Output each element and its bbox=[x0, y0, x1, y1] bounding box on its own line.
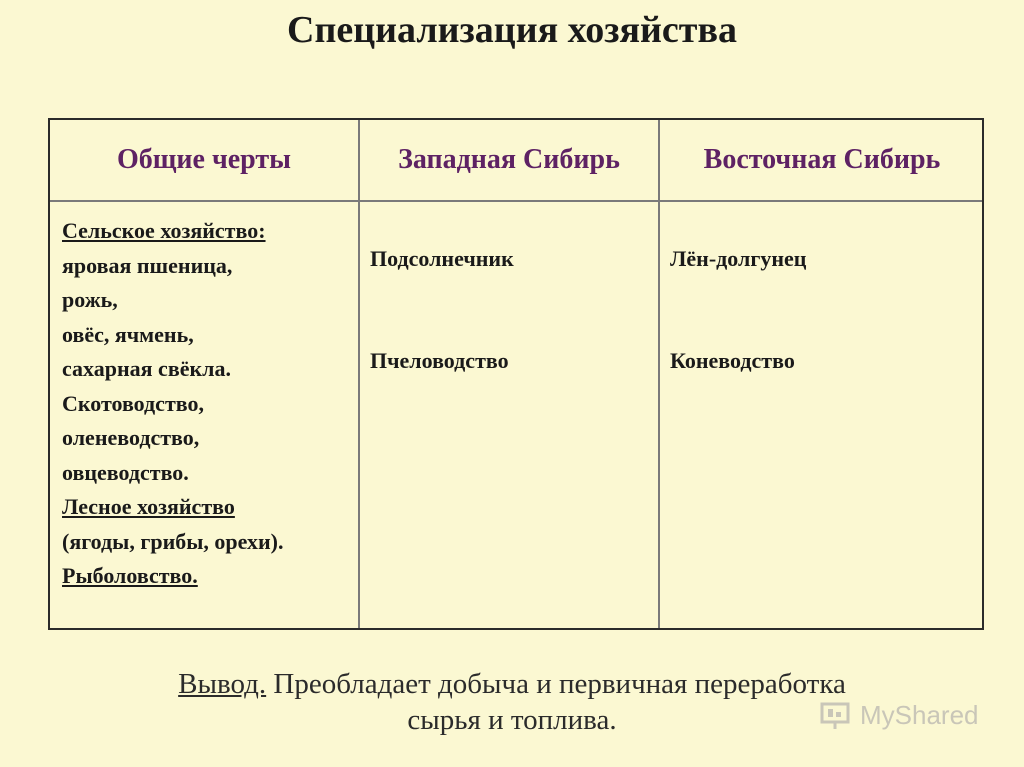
conclusion-label: Вывод. bbox=[178, 668, 267, 700]
agriculture-heading: Сельское хозяйство: bbox=[62, 218, 266, 243]
list-item: рожь, bbox=[62, 287, 118, 312]
conclusion-text: Преобладает добыча и первичная переработка bbox=[266, 668, 846, 700]
specialization-table bbox=[48, 118, 984, 630]
conclusion-text-line2: сырья и топлива. bbox=[407, 704, 617, 736]
list-item: овёс, ячмень, bbox=[62, 321, 194, 347]
list-item: оленеводство, bbox=[62, 425, 200, 450]
presentation-icon bbox=[820, 701, 854, 731]
common-features-cell bbox=[62, 214, 283, 594]
watermark bbox=[820, 700, 979, 731]
list-item: Скотоводство, bbox=[62, 390, 204, 416]
watermark-text: MyShared bbox=[860, 700, 979, 730]
header-common-features: Общие черты bbox=[116, 144, 291, 175]
header-divider bbox=[50, 200, 982, 202]
west-item: Пчеловодство bbox=[370, 348, 509, 373]
slide-title: Специализация хозяйства bbox=[287, 9, 737, 51]
list-item: сахарная свёкла. bbox=[62, 356, 231, 381]
forestry-heading: Лесное хозяйство bbox=[62, 494, 235, 519]
list-item: (ягоды, грибы, орехи). bbox=[62, 528, 284, 554]
list-item: овцеводство. bbox=[62, 459, 189, 485]
fishing-heading: Рыболовство. bbox=[62, 563, 198, 588]
east-item: Коневодство bbox=[670, 348, 795, 373]
west-item: Подсолнечник bbox=[370, 246, 514, 271]
east-item: Лён-долгунец bbox=[670, 246, 807, 271]
list-item: яровая пшеница, bbox=[62, 252, 233, 278]
header-east-siberia: Восточная Сибирь bbox=[703, 144, 941, 175]
header-west-siberia: Западная Сибирь bbox=[398, 144, 620, 175]
